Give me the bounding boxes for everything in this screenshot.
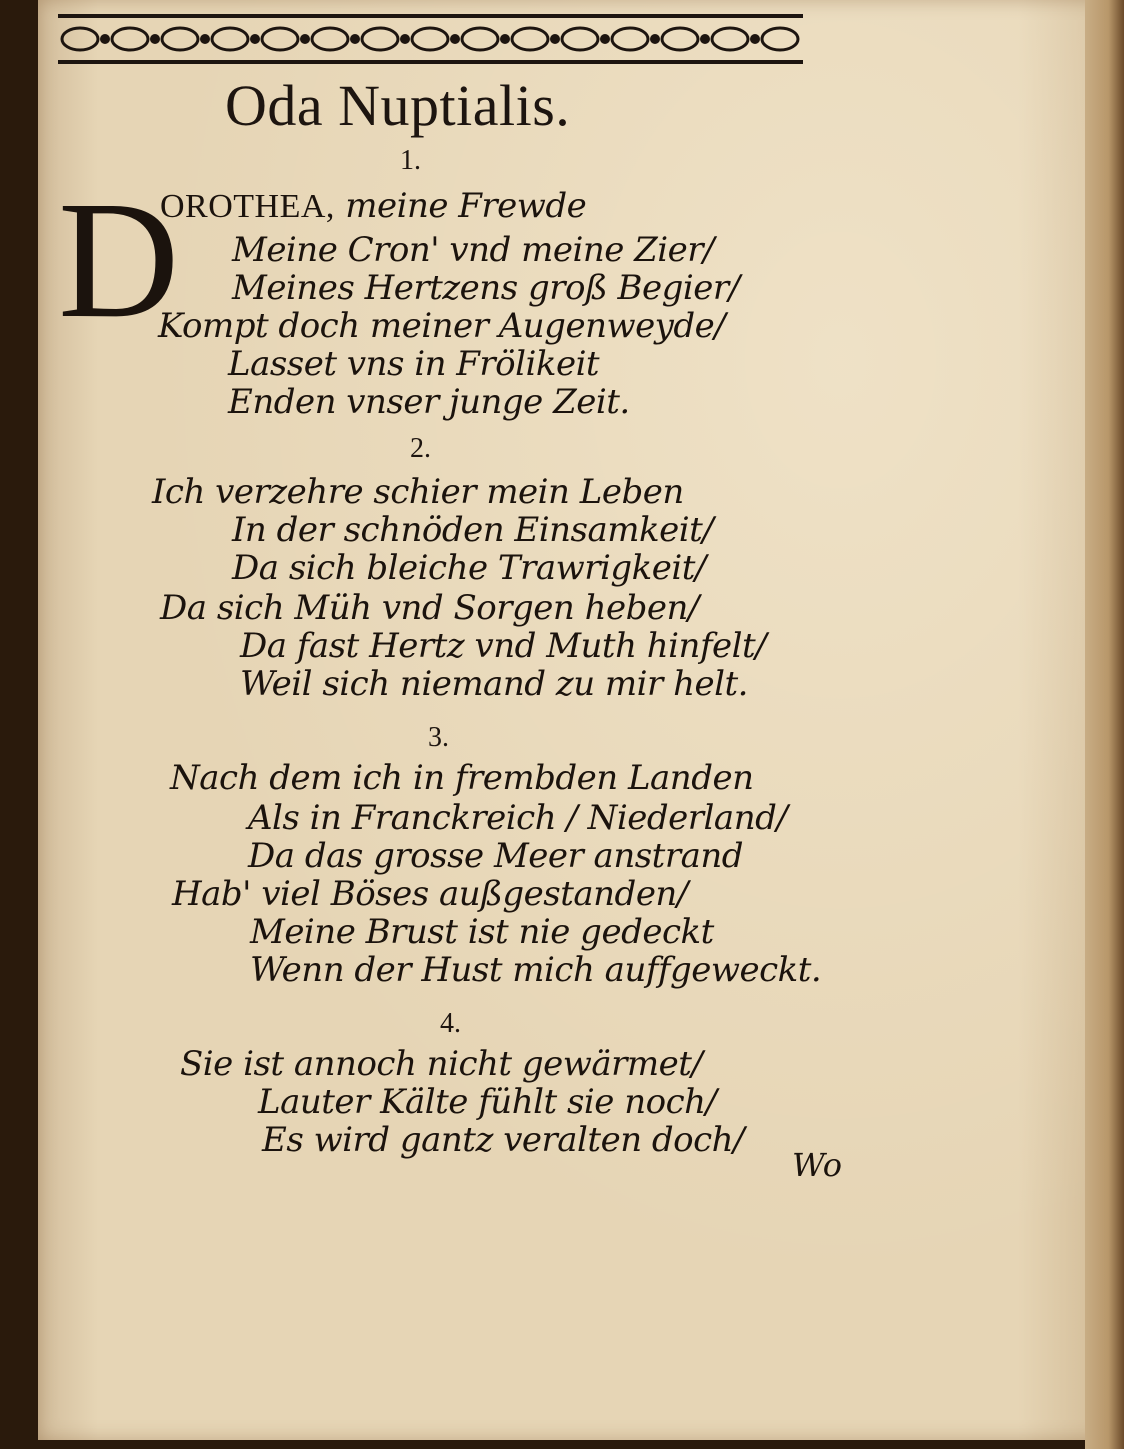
poem-line: Es wird gantz veralten doch/ [262, 1120, 745, 1160]
first-word-caps: OROTHEA, [160, 188, 335, 225]
poem-line: Weil sich niemand zu mir helt. [240, 664, 748, 704]
poem-line: Hab' viel Böses außgestanden/ [172, 874, 688, 914]
poem-line: In der schnöden Einsamkeit/ [232, 510, 714, 550]
poem-line: Nach dem ich in frembden Landen [170, 758, 754, 798]
poem-line: Sie ist annoch nicht gewärmet/ [180, 1044, 703, 1084]
poem-line: Meine Brust ist nie gedeckt [250, 912, 714, 952]
page-edge [1085, 0, 1124, 1449]
catchword: Wo [792, 1146, 842, 1184]
stanza-number: 4. [440, 1008, 461, 1039]
stanza-number: 1. [400, 145, 421, 176]
poem-line: Als in Franckreich / Niederland/ [248, 798, 788, 838]
poem-title: Oda Nuptialis. [225, 73, 571, 138]
poem-line: Da sich bleiche Trawrigkeit/ [232, 548, 706, 588]
poem-line: Kompt doch meiner Augenweyde/ [158, 306, 726, 346]
poem-line: Lauter Kälte fühlt sie noch/ [258, 1082, 717, 1122]
poem-line: Wenn der Hust mich auffgeweckt. [250, 950, 822, 990]
poem-line: Lasset vns in Frölikeit [228, 344, 600, 384]
header-ornament-band [58, 10, 803, 68]
poem-line: Meine Cron' vnd meine Zier/ [232, 230, 714, 270]
drop-cap: D [58, 167, 180, 353]
poem-line: Meines Hertzens groß Begier/ [232, 268, 740, 308]
poem-line: Enden vnser junge Zeit. [228, 382, 630, 422]
stanza-number: 2. [410, 433, 431, 464]
stanza-number: 3. [428, 722, 449, 753]
poem-line: Da das grosse Meer anstrand [248, 836, 744, 876]
poem-line: Da fast Hertz vnd Muth hinfelt/ [240, 626, 767, 666]
first-line-rest: meine Frewde [334, 186, 587, 226]
poem-line: Ich verzehre schier mein Leben [152, 472, 684, 512]
poem-line [160, 186, 586, 226]
poem-line: Da sich Müh vnd Sorgen heben/ [160, 588, 699, 628]
